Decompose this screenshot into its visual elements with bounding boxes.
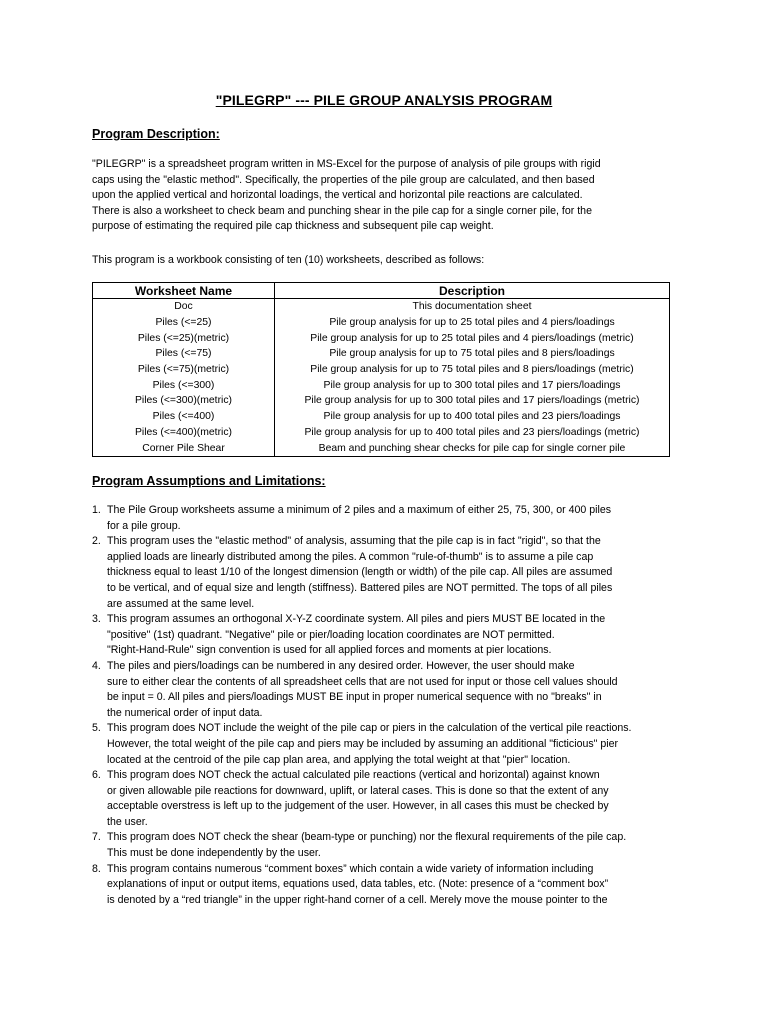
item-line: "Right-Hand-Rule" sign convention is used for all applied forces and moments at pier locations. bbox=[107, 644, 552, 657]
worksheet-name-cell: Doc bbox=[93, 299, 275, 315]
list-item bbox=[92, 534, 692, 612]
item-line: to be vertical, and of equal size and length (stiffness). Battered piles are NOT permitted. The tops of all piles bbox=[107, 581, 613, 594]
worksheet-description-cell: Pile group analysis for up to 300 total piles and 17 piers/loadings bbox=[275, 377, 670, 393]
item-line: "positive" (1st) quadrant. "Negative" pile or pier/loading location coordinates are NOT permitted. bbox=[107, 628, 555, 641]
list-item bbox=[92, 862, 692, 909]
item-line: This program uses the "elastic method" of analysis, assuming that the pile cap is in fact "rigid", so that the bbox=[107, 535, 601, 548]
item-line: the numerical order of input data. bbox=[107, 706, 263, 719]
worksheet-description-cell: Pile group analysis for up to 400 total piles and 23 piers/loadings bbox=[275, 409, 670, 425]
worksheet-description-cell: Pile group analysis for up to 300 total piles and 17 piers/loadings (metric) bbox=[275, 393, 670, 409]
worksheet-name-cell: Piles (<=75)(metric) bbox=[93, 362, 275, 378]
table-header-row bbox=[93, 283, 670, 299]
worksheet-description-cell: Pile group analysis for up to 25 total piles and 4 piers/loadings (metric) bbox=[275, 330, 670, 346]
table-row bbox=[93, 393, 670, 409]
item-number: 7. bbox=[92, 831, 101, 844]
item-number: 3. bbox=[92, 613, 101, 626]
table-row bbox=[93, 330, 670, 346]
item-number: 5. bbox=[92, 722, 101, 735]
table-row bbox=[93, 299, 670, 315]
worksheet-name-cell: Corner Pile Shear bbox=[93, 440, 275, 456]
worksheet-description-cell: Pile group analysis for up to 75 total piles and 8 piers/loadings bbox=[275, 346, 670, 362]
list-item bbox=[92, 721, 692, 768]
table-row bbox=[93, 409, 670, 425]
item-line: The piles and piers/loadings can be numbered in any desired order. However, the user should make bbox=[107, 659, 575, 672]
list-item bbox=[92, 768, 692, 830]
item-line: sure to either clear the contents of all spreadsheet cells that are not used for input or those cell values should bbox=[107, 675, 618, 688]
paragraph-line: caps using the "elastic method". Specifically, the properties of the pile group are calculated, and then based bbox=[92, 173, 595, 186]
program-description-paragraph bbox=[92, 157, 682, 235]
item-number: 2. bbox=[92, 535, 101, 548]
document-title: "PILEGRP" --- PILE GROUP ANALYSIS PROGRAM bbox=[215, 92, 553, 108]
assumptions-list bbox=[92, 503, 692, 908]
item-line: explanations of input or output items, equations used, data tables, etc. (Note: presence of a “comment box” bbox=[107, 878, 609, 891]
item-line: The Pile Group worksheets assume a minimum of 2 piles and a maximum of either 25, 75, 300, or 400 piles bbox=[107, 504, 612, 516]
table-row bbox=[93, 377, 670, 393]
worksheet-description-cell: Pile group analysis for up to 400 total piles and 23 piers/loadings (metric) bbox=[275, 425, 670, 441]
paragraph-line: There is also a worksheet to check beam and punching shear in the pile cap for a single corner pile, for the bbox=[92, 204, 592, 217]
worksheet-table bbox=[92, 282, 670, 457]
item-line: This program assumes an orthogonal X-Y-Z coordinate system. All piles and piers MUST BE located in the bbox=[107, 613, 606, 626]
table-row bbox=[93, 362, 670, 378]
item-line: located at the centroid of the pile cap plan area, and applying the total weight at that "pier" location. bbox=[107, 753, 571, 766]
item-number: 6. bbox=[92, 769, 101, 782]
worksheet-intro-text: This program is a workbook consisting of ten (10) worksheets, described as follows: bbox=[92, 254, 485, 266]
worksheet-description-cell: This documentation sheet bbox=[275, 299, 670, 315]
item-number: 8. bbox=[92, 862, 101, 875]
table-row bbox=[93, 440, 670, 456]
item-line: thickness equal to least 1/10 of the longest dimension (length or width) of the pile cap. All piles are assumed bbox=[107, 566, 613, 579]
worksheet-description-cell: Beam and punching shear checks for pile cap for single corner pile bbox=[275, 440, 670, 456]
item-line: This program does NOT check the actual calculated pile reactions (vertical and horizontal) against known bbox=[107, 769, 600, 782]
worksheet-name-cell: Piles (<=400)(metric) bbox=[93, 425, 275, 441]
worksheet-name-cell: Piles (<=25)(metric) bbox=[93, 330, 275, 346]
item-line: applied loads are linearly distributed among the piles. A common "rule-of-thumb" is to assume a pile cap bbox=[107, 550, 594, 563]
worksheet-name-cell: Piles (<=400) bbox=[93, 409, 275, 425]
column-header-worksheet-name: Worksheet Name bbox=[93, 283, 275, 299]
paragraph-line: upon the applied vertical and horizontal loadings, the vertical and horizontal pile reactions are calculated. bbox=[92, 189, 583, 202]
worksheet-name-cell: Piles (<=25) bbox=[93, 315, 275, 331]
list-item bbox=[92, 612, 692, 659]
program-description-heading: Program Description: bbox=[92, 127, 220, 141]
item-line: acceptable overstress is left up to the judgement of the user. However, in all cases this must be checked by bbox=[107, 800, 609, 813]
list-item bbox=[92, 659, 692, 721]
paragraph-line: "PILEGRP" is a spreadsheet program written in MS-Excel for the purpose of analysis of pile groups with rigid bbox=[92, 158, 601, 170]
list-item bbox=[92, 503, 692, 534]
worksheet-name-cell: Piles (<=75) bbox=[93, 346, 275, 362]
table-row bbox=[93, 425, 670, 441]
table-row bbox=[93, 315, 670, 331]
worksheet-description-cell: Pile group analysis for up to 75 total piles and 8 piers/loadings (metric) bbox=[275, 362, 670, 378]
item-line: be input = 0. All piles and piers/loadings MUST BE input in proper numerical sequence with no "breaks" in bbox=[107, 691, 602, 704]
item-line: or given allowable pile reactions for downward, uplift, or lateral cases. This is done so that the extent of any bbox=[107, 784, 609, 797]
item-line: are assumed at the same level. bbox=[107, 597, 255, 610]
assumptions-heading: Program Assumptions and Limitations: bbox=[92, 474, 326, 488]
item-line: is denoted by a “red triangle” in the upper right-hand corner of a cell. Merely move the mouse pointer to the bbox=[107, 893, 608, 906]
item-line: This program does NOT check the shear (beam-type or punching) nor the flexural requirements of the pile cap. bbox=[107, 831, 627, 844]
item-line: for a pile group. bbox=[107, 519, 181, 532]
list-item bbox=[92, 830, 692, 861]
worksheet-name-cell: Piles (<=300)(metric) bbox=[93, 393, 275, 409]
paragraph-line: purpose of estimating the required pile cap thickness and subsequent pile cap weight. bbox=[92, 220, 494, 233]
item-line: This program contains numerous “comment boxes” which contain a wide variety of information including bbox=[107, 862, 594, 875]
item-line: However, the total weight of the pile cap and piers may be included by assuming an additional "ficticious" pier bbox=[107, 737, 619, 750]
worksheet-description-cell: Pile group analysis for up to 25 total piles and 4 piers/loadings bbox=[275, 315, 670, 331]
item-line: the user. bbox=[107, 815, 148, 828]
table-row bbox=[93, 346, 670, 362]
item-number: 1. bbox=[92, 504, 101, 516]
item-line: This must be done independently by the user. bbox=[107, 847, 321, 860]
column-header-description: Description bbox=[275, 283, 670, 299]
worksheet-name-cell: Piles (<=300) bbox=[93, 377, 275, 393]
item-line: This program does NOT include the weight of the pile cap or piers in the calculation of the vertical pile reactions. bbox=[107, 722, 632, 735]
item-number: 4. bbox=[92, 659, 101, 672]
